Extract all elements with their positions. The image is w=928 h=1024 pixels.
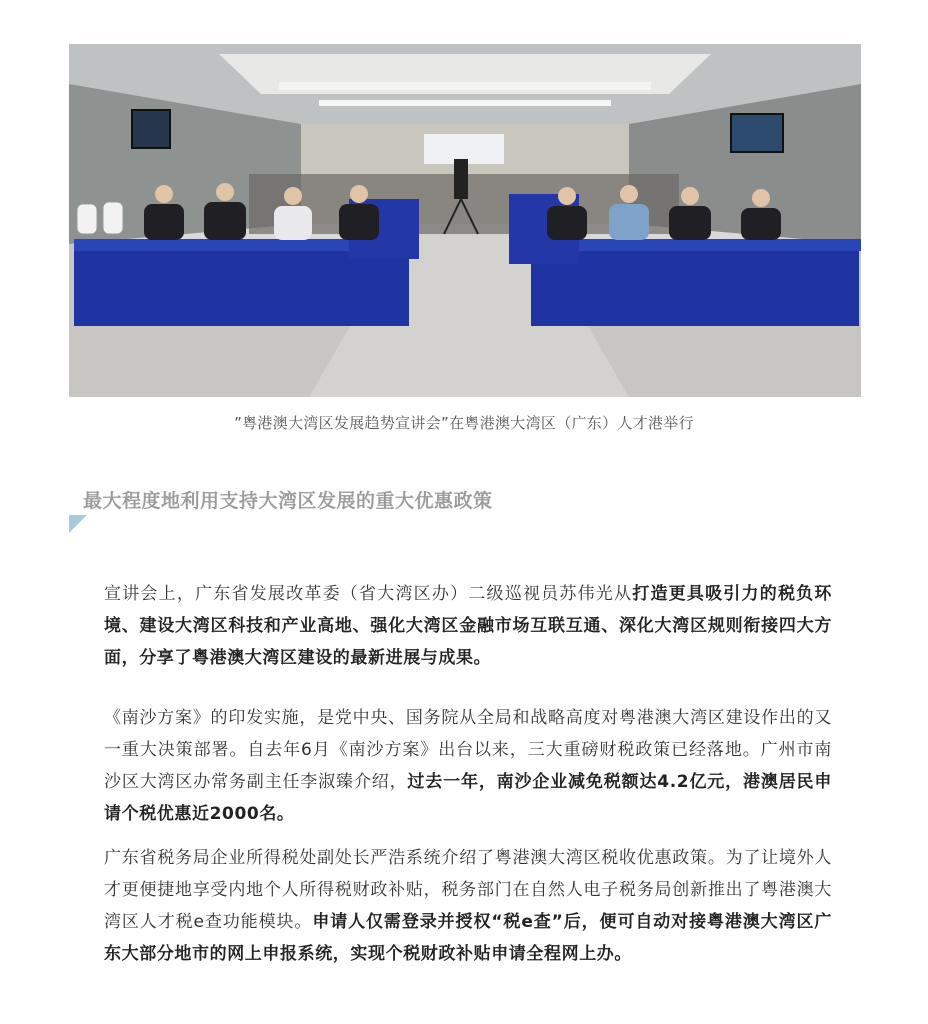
paragraph-2-bold: 过去一年，南沙企业减免税额达4.2亿元，港澳居民申请个税优惠近2000名。 — [104, 772, 832, 824]
paragraph-3-bold: 申请人仅需登录并授权“税e查”后，便可自动对接粤港澳大湾区广东大部分地市的网上申报系统，实现个税财政补贴申请全程网上办。 — [104, 912, 832, 964]
paragraph-2-text: 《南沙方案》的印发实施，是党中央、国务院从全局和战略高度对粤港澳大湾区建设作出的又一重大决策部署。自去年6月《南沙方案》出台以来，三大重磅财税政策已经落地。广州市南沙区大湾区办常务副主任李淑臻介绍， — [104, 708, 832, 792]
photo-caption: ”粤港澳大湾区发展趋势宣讲会”在粤港澳大湾区（广东）人才港举行 — [234, 414, 694, 432]
paragraph-1-text: 宣讲会上，广东省发展改革委（省大湾区办）二级巡视员苏伟光从 — [104, 584, 633, 604]
paragraph-3 — [104, 842, 832, 970]
conference-photo — [69, 44, 861, 397]
paragraph-3-text: 广东省税务局企业所得税处副处长严浩系统介绍了粤港澳大湾区税收优惠政策。为了让境外人才更便捷地享受内地个人所得税财政补贴，税务部门在自然人电子税务局创新推出了粤港澳大湾区人才税e查功能模块。 — [104, 848, 832, 932]
paragraph-1 — [104, 578, 832, 674]
section-corner-decoration — [69, 515, 87, 533]
paragraph-2 — [104, 702, 832, 830]
paragraph-1-bold: 打造更具吸引力的税负环境、建设大湾区科技和产业高地、强化大湾区金融市场互联互通、深化大湾区规则衔接四大方面，分享了粤港澳大湾区建设的最新进展与成果。 — [104, 584, 832, 668]
section-heading: 最大程度地利用支持大湾区发展的重大优惠政策 — [83, 490, 493, 512]
